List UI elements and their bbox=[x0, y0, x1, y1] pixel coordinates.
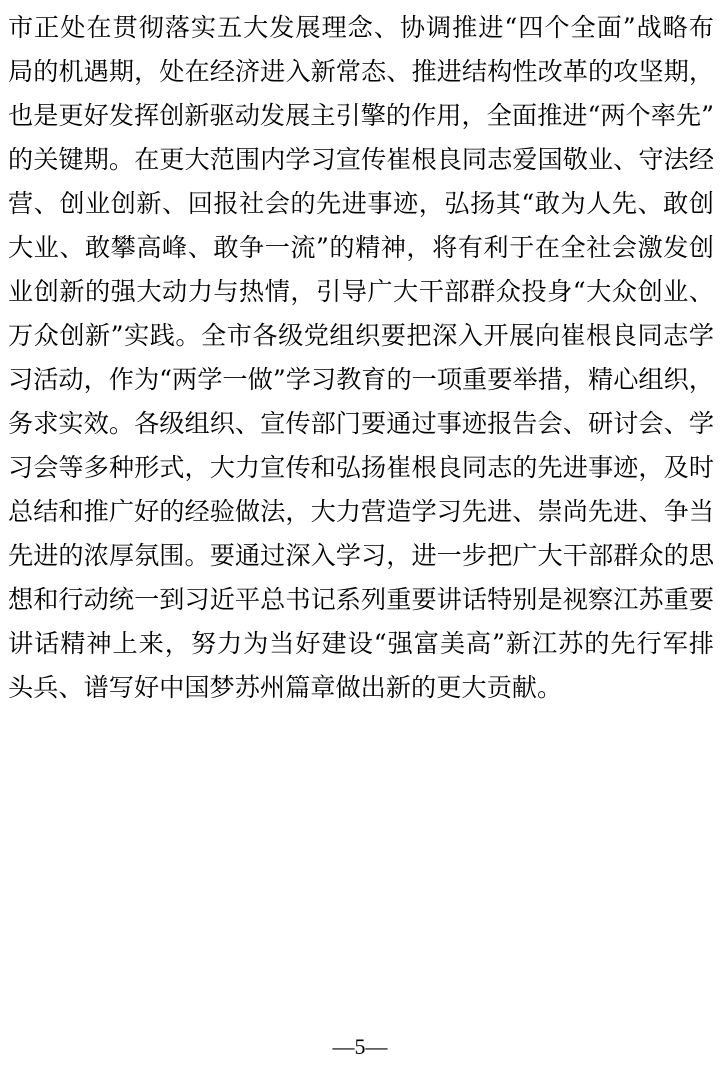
body-paragraph bbox=[8, 6, 714, 710]
text-line-14: 想和行动统一到习近平总书记系列重要讲话特别是视察江苏重要 bbox=[8, 585, 714, 614]
text-line-7: 业创新的强大动力与热情，引导广大干部群众投身“大众创业、 bbox=[8, 277, 714, 306]
text-line-4: 的关键期。在更大范围内学习宣传崔根良同志爱国敬业、守法经 bbox=[8, 145, 714, 174]
text-line-15: 讲话精神上来，努力为当好建设“强富美高”新江苏的先行军排 bbox=[8, 629, 714, 658]
text-line-9: 习活动，作为“两学一做”学习教育的一项重要举措，精心组织， bbox=[8, 365, 714, 394]
text-line-6: 大业、敢攀高峰、敢争一流”的精神，将有利于在全社会激发创 bbox=[8, 233, 714, 262]
text-line-13: 先进的浓厚氛围。要通过深入学习，进一步把广大干部群众的思 bbox=[8, 541, 714, 570]
text-line-2: 局的机遇期，处在经济进入新常态、推进结构性改革的攻坚期， bbox=[8, 57, 714, 86]
page-number: —5— bbox=[332, 1034, 388, 1059]
text-line-12: 总结和推广好的经验做法，大力营造学习先进、崇尚先进、争当 bbox=[8, 497, 714, 526]
text-line-8: 万众创新”实践。全市各级党组织要把深入开展向崔根良同志学 bbox=[8, 321, 714, 350]
text-line-3: 也是更好发挥创新驱动发展主引擎的作用，全面推进“两个率先” bbox=[8, 101, 714, 130]
text-line-16: 头兵、谱写好中国梦苏州篇章做出新的更大贡献。 bbox=[8, 673, 563, 702]
text-line-11: 习会等多种形式，大力宣传和弘扬崔根良同志的先进事迹，及时 bbox=[8, 453, 714, 482]
text-line-10: 务求实效。各级组织、宣传部门要通过事迹报告会、研讨会、学 bbox=[8, 409, 714, 438]
text-line-5: 营、创业创新、回报社会的先进事迹，弘扬其“敢为人先、敢创 bbox=[8, 189, 714, 218]
text-line-1: 市正处在贯彻落实五大发展理念、协调推进“四个全面”战略布 bbox=[8, 13, 714, 42]
